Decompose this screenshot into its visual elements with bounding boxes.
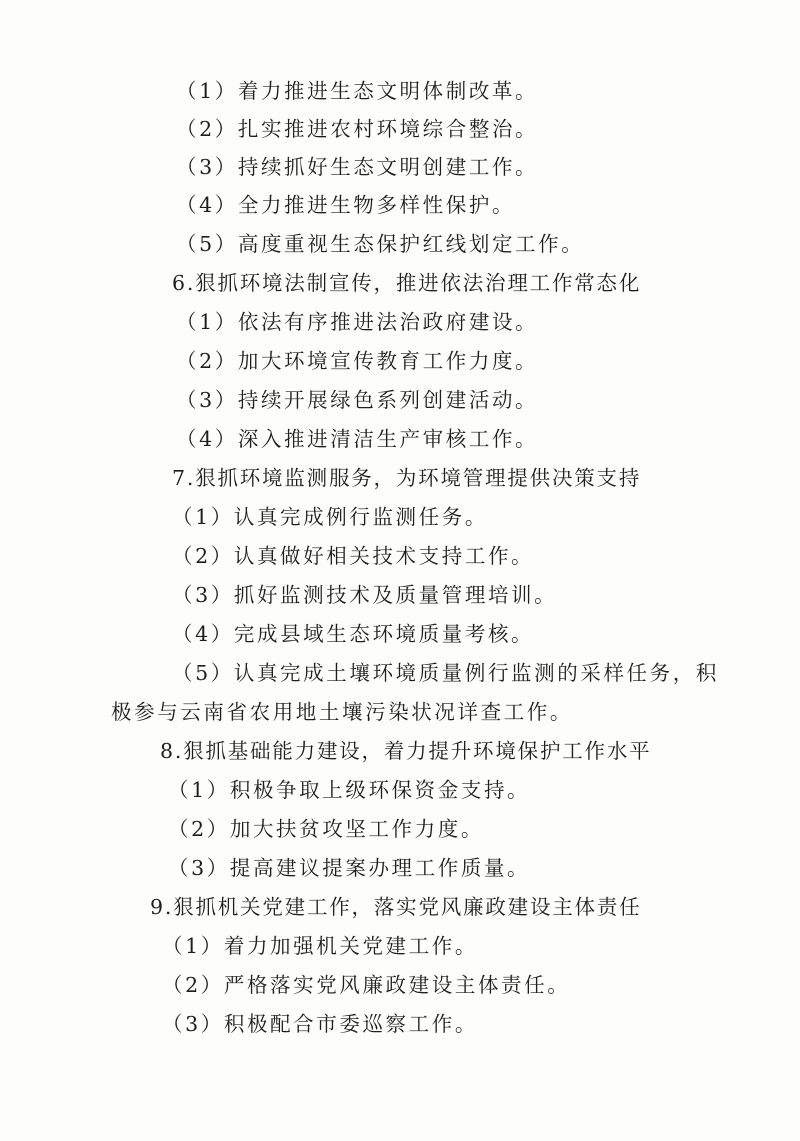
item-7-3: （3）抓好监测技术及质量管理培训。 — [172, 583, 558, 607]
item-1-4: （4）全力推进生物多样性保护。 — [176, 193, 516, 217]
item-7-5: （5）认真完成土壤环境质量例行监测的采样任务，积 — [172, 661, 719, 685]
item-9-3: （3）积极配合市委巡察工作。 — [162, 1012, 478, 1036]
section-heading-7: 7.狠抓环境监测服务，为环境管理提供决策支持 — [172, 466, 642, 490]
item-7-5-continuation: 极参与云南省农用地土壤污染状况详查工作。 — [111, 700, 573, 724]
item-1-2: （2）扎实推进农村环境综合整治。 — [176, 117, 539, 141]
section-heading-9: 9.狠抓机关党建工作，落实党风廉政建设主体责任 — [150, 895, 642, 919]
item-1-3: （3）持续抓好生态文明创建工作。 — [176, 155, 539, 179]
section-heading-8: 8.狠抓基础能力建设，着力提升环境保护工作水平 — [160, 739, 652, 763]
item-9-1: （1）着力加强机关党建工作。 — [162, 934, 478, 958]
item-9-2: （2）严格落实党风廉政建设主体责任。 — [162, 973, 571, 997]
item-8-1: （1）积极争取上级环保资金支持。 — [168, 778, 531, 802]
item-6-3: （3）持续开展绿色系列创建活动。 — [176, 388, 539, 412]
item-1-1: （1）着力推进生态文明体制改革。 — [176, 79, 539, 103]
item-7-4: （4）完成县域生态环境质量考核。 — [172, 622, 535, 646]
item-7-1: （1）认真完成例行监测任务。 — [172, 505, 488, 529]
item-8-3: （3）提高建议提案办理工作质量。 — [168, 856, 531, 880]
section-heading-6: 6.狠抓环境法制宣传，推进依法治理工作常态化 — [172, 271, 642, 295]
item-1-5: （5）高度重视生态保护红线划定工作。 — [176, 232, 585, 256]
item-6-1: （1）依法有序推进法治政府建设。 — [176, 310, 539, 334]
item-6-2: （2）加大环境宣传教育工作力度。 — [176, 349, 539, 373]
item-8-2: （2）加大扶贫攻坚工作力度。 — [168, 817, 484, 841]
item-6-4: （4）深入推进清洁生产审核工作。 — [176, 427, 539, 451]
item-7-2: （2）认真做好相关技术支持工作。 — [172, 544, 535, 568]
